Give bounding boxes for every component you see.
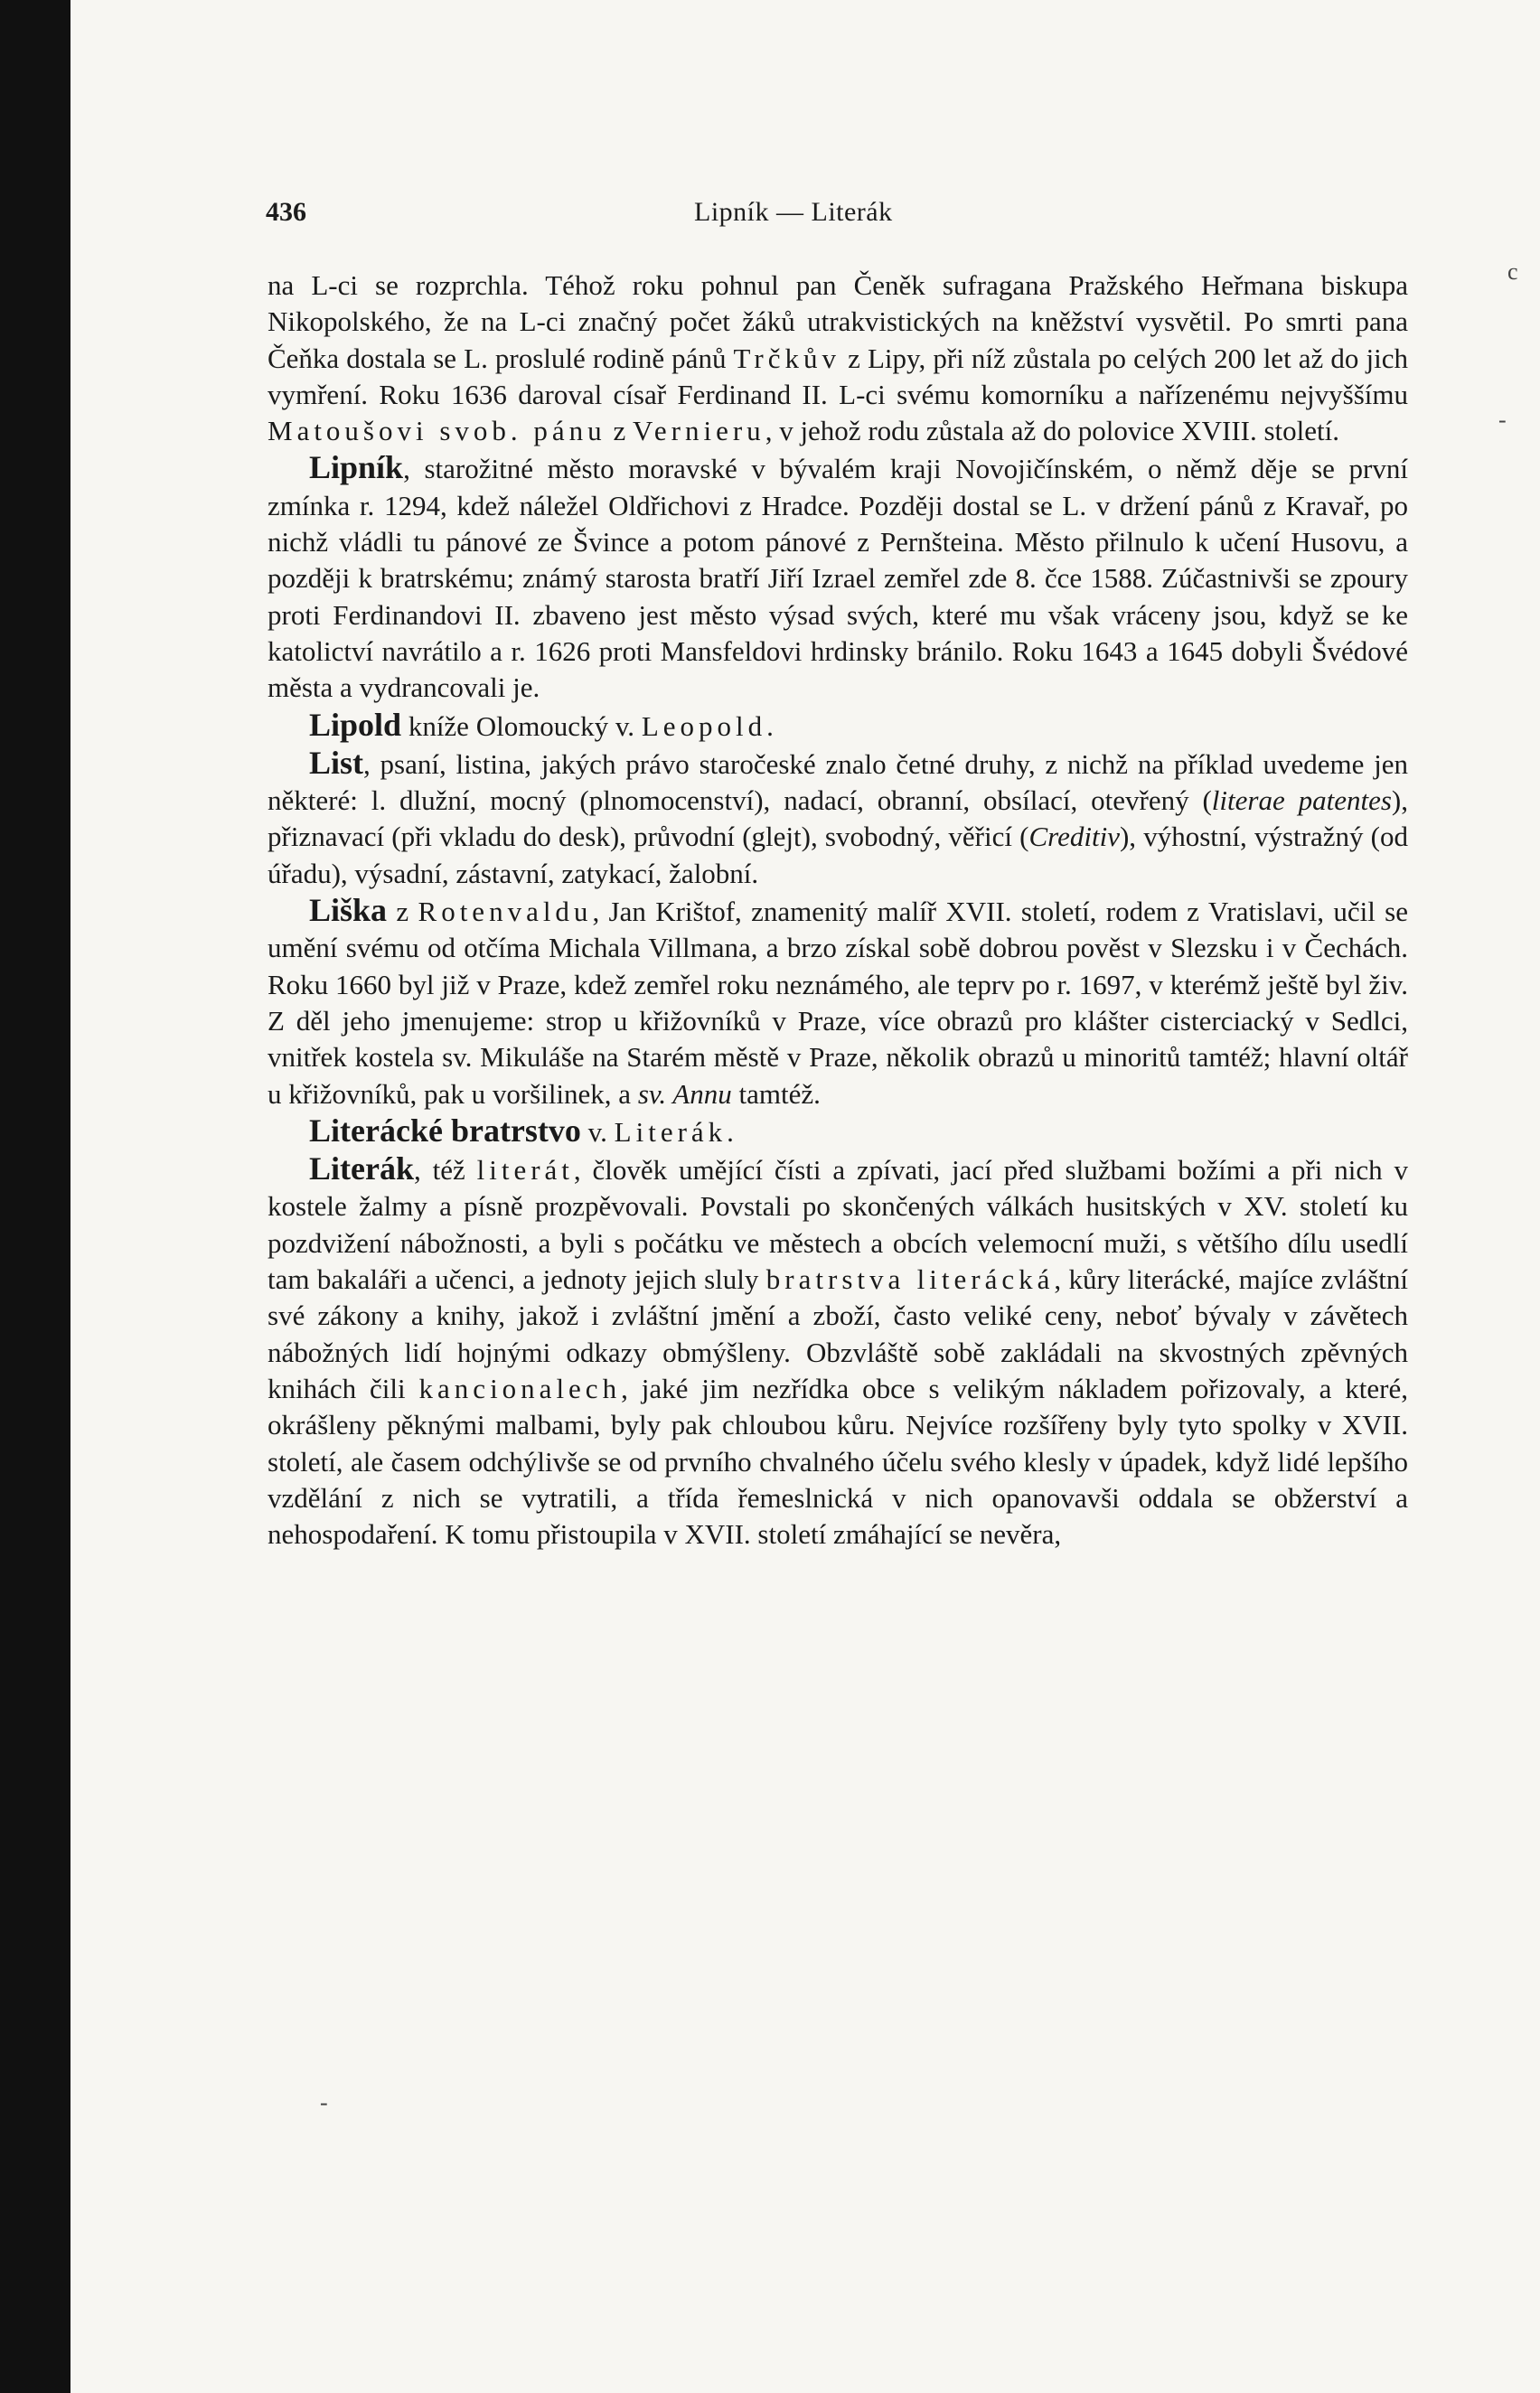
- margin-mark: -: [320, 2089, 328, 2116]
- text-run: z Lipy, při níž zůstala po celých 200 let až do jich vymření. Roku 1636 daroval císař Ferdinand II. L-ci svému komorníku a nařízenému nejvyššímu: [268, 342, 1408, 410]
- text-run: z: [606, 415, 633, 447]
- text-run: ), výhostní, výstražný (od úřadu), výsadní, zástavní, zatykací, žalobní.: [268, 821, 1408, 889]
- text-run: , starožitné město moravské v bývalém kraji Novojičínském, o němž děje se první zmínka r. 1294, kdež náležel Oldřichovi z Hradce. Později dostal se L. v držení pánů z Kravař, po nichž vládli tu pánové ze Švince a potom pánové z Pernšteina. Město přilnulo k učení Husovu, a později k bratrskému; známý starosta bratří Jiří Izrael zemřel zde 8. čce 1588. Zúčastnivši se zpoury proti Ferdinandovi II. zbaveno jest město výsad svých, které mu však vráceny jsou, když se ke katolictví navrátilo a r. 1626 proti Mansfeldovi hrdinsky bránilo. Roku 1643 a 1645 dobyli Švédové města a vydrancovali je.: [268, 453, 1408, 704]
- text-run: .: [766, 709, 774, 742]
- text-run: , člověk umějící čísti a zpívati, jací před službami božími a při nich v kostele žalmy a písně prozpěvovali. Povstali po skončených válkách husitských v XV. století ku pozdvižení nábožnosti, a byli s počátku ve městech a obcích velemocní muži, s většího dílu usedlí tam bakaláři a učenci, a jednoty jejich sluly: [268, 1154, 1408, 1296]
- spaced-name: Leopold: [641, 709, 767, 742]
- margin-mark: -: [1498, 407, 1507, 433]
- entry-headword: Liška: [309, 892, 388, 929]
- spaced-name: Rotenvaldu: [418, 896, 593, 928]
- text-run: ), přiznavací (při vkladu do desk), průvodní (glejt), svobodný, věřicí (: [268, 784, 1408, 853]
- running-title: Lipník — Literák: [694, 197, 893, 227]
- text-run: , kůry literácké, majíce zvláštní své zákony a knihy, jakož i zvláštní jmění a zboží, často veliké ceny, neboť bývaly v závětech nábožných lidí hojnými odkazy obmýšleny. Obzvláště sobě zakládali na skvostných zpěvných knihách čili: [268, 1263, 1409, 1404]
- entry-headword: Literák: [309, 1150, 414, 1187]
- text-run: , jaké jim nezřídka obce s velikým nákladem pořizovaly, a které, okrášleny pěknými malbami, byly pak chloubou kůru. Nejvíce rozšířeny byly tyto spolky v XVII. století, ale časem odchýlivše se od prvního chvalného účelu svého klesly v úpadek, když lidé lepšího vzdělání z nich se vytratili, a třída řemeslnická v nich opanovavši oddala se obžerství a nehospodaření. K tomu přistoupila v XVII. století zmáhající se nevěra,: [268, 1372, 1408, 1551]
- entry-literak: [268, 1150, 1408, 1553]
- entry-liska: [268, 892, 1408, 1112]
- text-run: , psaní, listina, jakých právo staročeské znalo četné druhy, z nichž na příklad uvedeme jen některé: l. dlužní, mocný (plnomocenství), nadací, obranní, obsílací, otevřený (: [268, 747, 1408, 817]
- text-run: z: [387, 896, 418, 928]
- text-run: , v jehož rodu zůstala až do polovice XVIII. století.: [765, 415, 1339, 447]
- page-body: [268, 267, 1408, 1553]
- entry-lipold: [268, 707, 1408, 745]
- italic-term: literae patentes: [1211, 784, 1392, 817]
- entry-literacke-bratrstvo: [268, 1112, 1408, 1150]
- spaced-name: Literák: [614, 1115, 728, 1148]
- text-run: kníže Olomoucký v.: [401, 709, 642, 742]
- scanned-page: [70, 0, 1540, 2393]
- text-run: , též: [413, 1154, 477, 1187]
- entry-headword: List: [309, 744, 364, 781]
- text-run: .: [727, 1115, 734, 1148]
- entry-headword: Lipold: [309, 706, 402, 743]
- spaced-name: Vernieru: [632, 415, 765, 447]
- entry-headword: Lipník: [309, 449, 404, 486]
- entry-headword: Literácké bratrstvo: [309, 1112, 581, 1149]
- margin-mark: c: [1507, 258, 1518, 285]
- spaced-name: kancionalech: [418, 1372, 622, 1404]
- italic-term: Creditiv: [1028, 821, 1120, 853]
- text-run: na L-ci se rozprchla. Téhož roku pohnul pan Čeněk sufragana Pražského Heřmana biskupa Nikopolského, že na L-ci značný počet žáků utrakvistických na kněžství vysvětil. Po smrti pana Čeňka dostala se L. proslulé rodině pánů: [268, 269, 1408, 374]
- page-number: 436: [266, 197, 306, 227]
- text-run: v.: [580, 1115, 615, 1148]
- entry-list: [268, 745, 1408, 892]
- spaced-name: literát: [476, 1154, 574, 1187]
- page-header: [70, 197, 1540, 233]
- text-run: tamtéž.: [731, 1077, 821, 1110]
- text-run: , Jan Krištof, znamenitý malíř XVII. století, rodem z Vratislavi, učil se umění svému od otčíma Michala Villmana, a brzo získal sobě dobrou pověst v Slezsku i v Čechách. Roku 1660 byl již v Praze, kdež zemřel roku neznámého, ale teprv po r. 1697, v kterémž ještě byl živ. Z děl jeho jmenujeme: strop u křižovníků v Praze, více obrazů pro klášter cisterciacký v Sedlci, vnitřek kostela sv. Mikuláše na Starém městě v Praze, několik obrazů u minoritů tamtéž; hlavní oltář u křižovníků, pak u voršilinek, a: [268, 896, 1408, 1110]
- entry-lipnik: [268, 449, 1408, 706]
- spaced-name: bratrstva literácká: [765, 1263, 1055, 1296]
- spaced-name: Matoušovi svob. pánu: [268, 415, 606, 447]
- italic-term: sv. Annu: [637, 1077, 732, 1110]
- paragraph: [268, 267, 1408, 449]
- spaced-name: Trčkův: [733, 342, 840, 374]
